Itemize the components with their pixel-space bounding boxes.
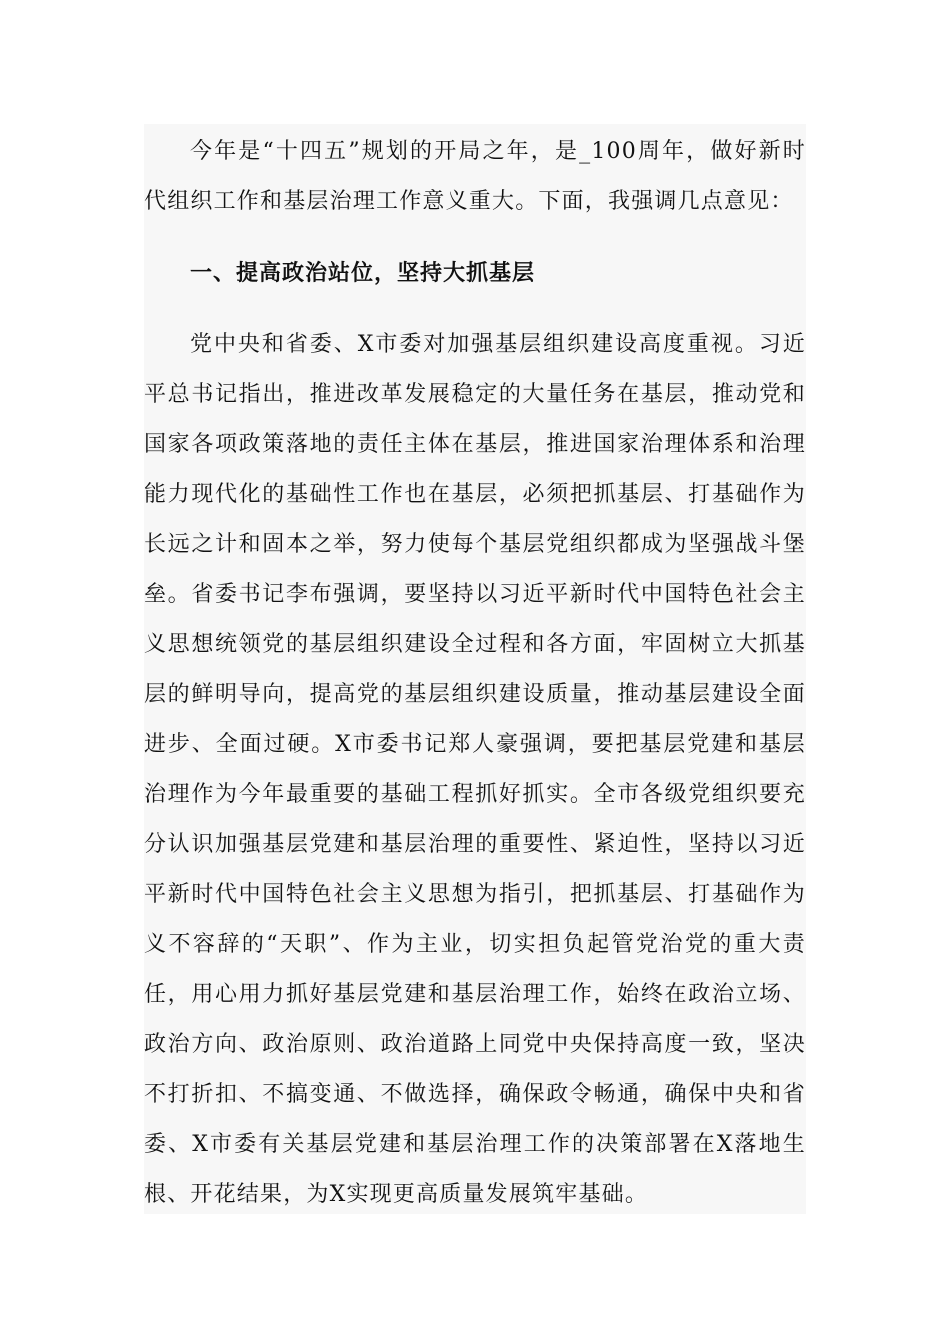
section-1-body-paragraph: 党中央和省委、X市委对加强基层组织建设高度重视。习近平总书记指出，推进改革发展稳定的大量任务在基层，推动党和国家各项政策落地的责任主体在基层，推进国家治理体系和治理能力现代化的基础性工作也在基层，必须把抓基层、打基础作为长远之计和固本之举，努力使每个基层党组织都成为坚强战斗堡垒。省委书记李布强调，要坚持以习近平新时代中国特色社会主义思想统领党的基层组织建设全过程和各方面，牢固树立大抓基层的鲜明导向，提高党的基层组织建设质量，推动基层建设全面进步、全面过硬。X市委书记郑人豪强调，要把基层党建和基层治理作为今年最重要的基础工程抓好抓实。全市各级党组织要充分认识加强基层党建和基层治理的重要性、紧迫性，坚持以习近平新时代中国特色社会主义思想为指引，把抓基层、打基础作为义不容辞的“天职”、作为主业，切实担负起管党治党的重大责任，用心用力抓好基层党建和基层治理工作，始终在政治立场、政治方向、政治原则、政治道路上同党中央保持高度一致，坚决不打折扣、不搞变通、不做选择，确保政令畅通，确保中央和省委、X市委有关基层党建和基层治理工作的决策部署在X落地生根、开花结果，为X实现更高质量发展筑牢基础。 <box>144 332 806 1207</box>
intro-paragraph: 今年是“十四五”规划的开局之年，是_100周年，做好新时代组织工作和基层治理工作意义重大。下面，我强调几点意见： <box>144 139 806 214</box>
document-text-block <box>144 124 806 1214</box>
section-1-heading: 一、提高政治站位，坚持大抓基层 <box>190 261 536 286</box>
